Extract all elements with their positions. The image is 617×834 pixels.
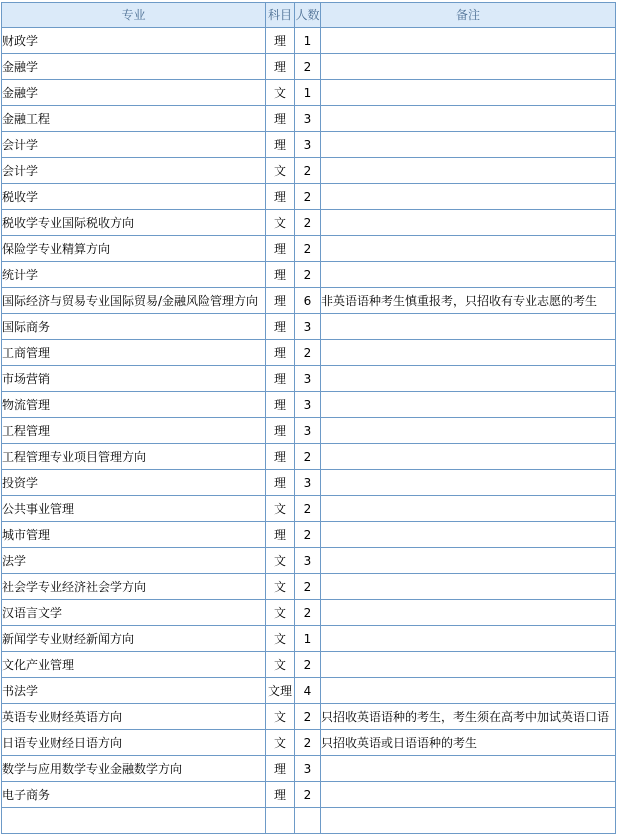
- header-note: 备注: [321, 3, 616, 28]
- subject-cell: 文: [266, 80, 295, 106]
- note-cell: [321, 314, 616, 340]
- count-cell: 3: [295, 392, 321, 418]
- table-row: [2, 28, 616, 54]
- table-row: [2, 574, 616, 600]
- note-cell: [321, 28, 616, 54]
- count-cell: 2: [295, 522, 321, 548]
- note-cell: [321, 756, 616, 782]
- table-row: [2, 730, 616, 756]
- subject-cell: 理: [266, 28, 295, 54]
- major-cell: 保险学专业精算方向: [2, 236, 266, 262]
- subject-cell: 理: [266, 366, 295, 392]
- major-cell: 税收学专业国际税收方向: [2, 210, 266, 236]
- note-cell: [321, 600, 616, 626]
- count-cell: 2: [295, 236, 321, 262]
- count-cell: 2: [295, 574, 321, 600]
- table-row: [2, 600, 616, 626]
- note-cell: [321, 80, 616, 106]
- count-cell: 2: [295, 704, 321, 730]
- note-cell: [321, 444, 616, 470]
- note-cell: [321, 184, 616, 210]
- subject-cell: 理: [266, 782, 295, 808]
- note-cell: 非英语语种考生慎重报考，只招收有专业志愿的考生: [321, 288, 616, 314]
- table-row: [2, 626, 616, 652]
- table-row: [2, 132, 616, 158]
- subject-cell: 文: [266, 704, 295, 730]
- count-cell: 1: [295, 626, 321, 652]
- note-cell: [321, 418, 616, 444]
- table-row: [2, 418, 616, 444]
- count-cell: 3: [295, 548, 321, 574]
- note-cell: [321, 782, 616, 808]
- major-cell: 城市管理: [2, 522, 266, 548]
- table-row: [2, 340, 616, 366]
- major-cell: 新闻学专业财经新闻方向: [2, 626, 266, 652]
- note-cell: [321, 106, 616, 132]
- major-cell: 文化产业管理: [2, 652, 266, 678]
- count-cell: 3: [295, 366, 321, 392]
- note-cell: [321, 808, 616, 834]
- subject-cell: 文: [266, 158, 295, 184]
- subject-cell: 文: [266, 730, 295, 756]
- count-cell: 6: [295, 288, 321, 314]
- table-row: [2, 652, 616, 678]
- table-row: [2, 548, 616, 574]
- table-row: [2, 54, 616, 80]
- count-cell: 3: [295, 470, 321, 496]
- header-subject: 科目: [266, 3, 295, 28]
- subject-cell: 理: [266, 236, 295, 262]
- subject-cell: 文理: [266, 678, 295, 704]
- table-row: [2, 314, 616, 340]
- subject-cell: 理: [266, 184, 295, 210]
- major-cell: [2, 808, 266, 834]
- major-cell: 金融工程: [2, 106, 266, 132]
- count-cell: 3: [295, 106, 321, 132]
- table-row: [2, 704, 616, 730]
- major-cell: 国际商务: [2, 314, 266, 340]
- count-cell: [295, 808, 321, 834]
- count-cell: 2: [295, 262, 321, 288]
- table-row: [2, 366, 616, 392]
- table-row: [2, 288, 616, 314]
- major-cell: 社会学专业经济社会学方向: [2, 574, 266, 600]
- note-cell: [321, 132, 616, 158]
- note-cell: [321, 574, 616, 600]
- count-cell: 2: [295, 340, 321, 366]
- note-cell: [321, 54, 616, 80]
- subject-cell: 理: [266, 522, 295, 548]
- subject-cell: 文: [266, 496, 295, 522]
- subject-cell: 理: [266, 470, 295, 496]
- subject-cell: 理: [266, 340, 295, 366]
- major-cell: 财政学: [2, 28, 266, 54]
- table-body: [2, 28, 616, 834]
- count-cell: 4: [295, 678, 321, 704]
- subject-cell: 文: [266, 210, 295, 236]
- note-cell: [321, 340, 616, 366]
- table-row: [2, 184, 616, 210]
- enrollment-table: [1, 2, 616, 834]
- count-cell: 3: [295, 756, 321, 782]
- major-cell: 公共事业管理: [2, 496, 266, 522]
- subject-cell: 文: [266, 548, 295, 574]
- note-cell: 只招收英语语种的考生，考生须在高考中加试英语口语: [321, 704, 616, 730]
- subject-cell: 理: [266, 106, 295, 132]
- major-cell: 会计学: [2, 132, 266, 158]
- note-cell: [321, 626, 616, 652]
- major-cell: 书法学: [2, 678, 266, 704]
- subject-cell: 理: [266, 392, 295, 418]
- major-cell: 英语专业财经英语方向: [2, 704, 266, 730]
- major-cell: 投资学: [2, 470, 266, 496]
- subject-cell: 文: [266, 652, 295, 678]
- table-row: [2, 678, 616, 704]
- major-cell: 会计学: [2, 158, 266, 184]
- major-cell: 电子商务: [2, 782, 266, 808]
- table-row: [2, 808, 616, 834]
- count-cell: 2: [295, 184, 321, 210]
- count-cell: 2: [295, 496, 321, 522]
- major-cell: 工程管理: [2, 418, 266, 444]
- note-cell: [321, 366, 616, 392]
- table-row: [2, 496, 616, 522]
- count-cell: 3: [295, 418, 321, 444]
- table-row: [2, 522, 616, 548]
- count-cell: 2: [295, 782, 321, 808]
- table-row: [2, 782, 616, 808]
- major-cell: 国际经济与贸易专业国际贸易/金融风险管理方向: [2, 288, 266, 314]
- table-row: [2, 106, 616, 132]
- table-row: [2, 470, 616, 496]
- table-row: [2, 210, 616, 236]
- note-cell: [321, 522, 616, 548]
- note-cell: [321, 392, 616, 418]
- count-cell: 2: [295, 54, 321, 80]
- subject-cell: 理: [266, 132, 295, 158]
- count-cell: 2: [295, 158, 321, 184]
- major-cell: 金融学: [2, 80, 266, 106]
- major-cell: 市场营销: [2, 366, 266, 392]
- note-cell: [321, 652, 616, 678]
- major-cell: 物流管理: [2, 392, 266, 418]
- major-cell: 金融学: [2, 54, 266, 80]
- count-cell: 2: [295, 730, 321, 756]
- note-cell: [321, 262, 616, 288]
- subject-cell: 理: [266, 756, 295, 782]
- major-cell: 统计学: [2, 262, 266, 288]
- note-cell: [321, 236, 616, 262]
- count-cell: 2: [295, 210, 321, 236]
- note-cell: [321, 210, 616, 236]
- table-row: [2, 80, 616, 106]
- major-cell: 数学与应用数学专业金融数学方向: [2, 756, 266, 782]
- note-cell: [321, 158, 616, 184]
- note-cell: 只招收英语或日语语种的考生: [321, 730, 616, 756]
- count-cell: 2: [295, 444, 321, 470]
- subject-cell: 理: [266, 262, 295, 288]
- header-count: 人数: [295, 3, 321, 28]
- table-row: [2, 444, 616, 470]
- major-cell: 法学: [2, 548, 266, 574]
- table-header-row: [2, 3, 616, 28]
- major-cell: 税收学: [2, 184, 266, 210]
- table-row: [2, 756, 616, 782]
- subject-cell: 文: [266, 626, 295, 652]
- subject-cell: 文: [266, 600, 295, 626]
- table-row: [2, 236, 616, 262]
- count-cell: 1: [295, 28, 321, 54]
- subject-cell: 理: [266, 288, 295, 314]
- count-cell: 3: [295, 314, 321, 340]
- header-major: 专业: [2, 3, 266, 28]
- major-cell: 工商管理: [2, 340, 266, 366]
- note-cell: [321, 678, 616, 704]
- note-cell: [321, 548, 616, 574]
- subject-cell: 理: [266, 54, 295, 80]
- subject-cell: 理: [266, 444, 295, 470]
- table-row: [2, 262, 616, 288]
- major-cell: 汉语言文学: [2, 600, 266, 626]
- count-cell: 1: [295, 80, 321, 106]
- major-cell: 日语专业财经日语方向: [2, 730, 266, 756]
- table-row: [2, 392, 616, 418]
- major-cell: 工程管理专业项目管理方向: [2, 444, 266, 470]
- note-cell: [321, 470, 616, 496]
- count-cell: 3: [295, 132, 321, 158]
- count-cell: 2: [295, 600, 321, 626]
- subject-cell: 理: [266, 418, 295, 444]
- subject-cell: [266, 808, 295, 834]
- count-cell: 2: [295, 652, 321, 678]
- subject-cell: 理: [266, 314, 295, 340]
- table-row: [2, 158, 616, 184]
- note-cell: [321, 496, 616, 522]
- subject-cell: 文: [266, 574, 295, 600]
